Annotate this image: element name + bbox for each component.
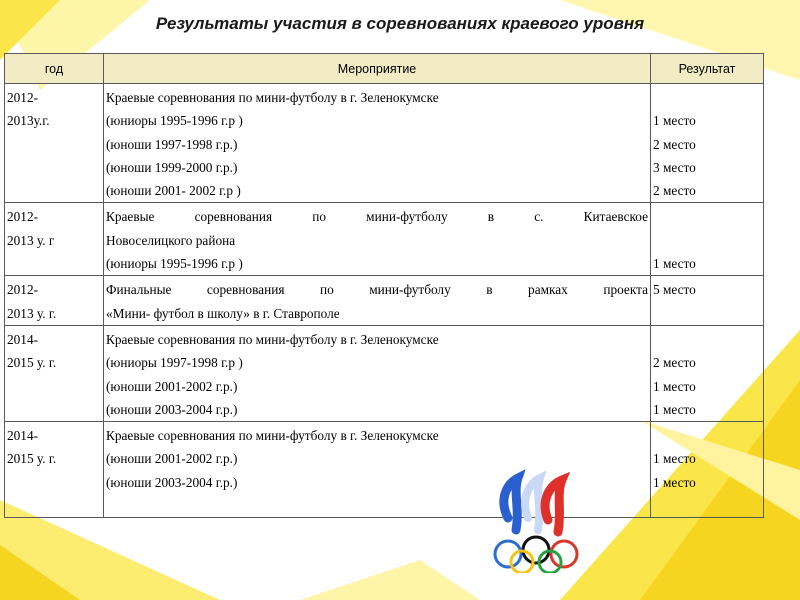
result-cell	[651, 84, 764, 203]
result-cell	[651, 203, 764, 276]
result-cell	[651, 276, 764, 326]
table-row	[5, 203, 764, 276]
results-table	[4, 53, 764, 518]
result-line: 1 место	[653, 401, 696, 417]
event-line: (юноши 2003-2004 г.р.)	[106, 474, 238, 490]
result-line: 5 место	[653, 282, 696, 298]
year-line: 2014-	[7, 428, 39, 444]
year-cell	[5, 325, 104, 421]
event-line: (юноши 2003-2004 г.р.)	[106, 401, 238, 417]
event-line: Финальные соревнования по мини-футболу в рамках проекта	[106, 282, 648, 298]
year-line: 2012-	[7, 282, 39, 298]
year-line: 2012-	[7, 209, 39, 225]
result-line	[653, 205, 761, 228]
event-line: (юниоры 1995-1996 г.р )	[106, 113, 243, 129]
year-line: 2012-	[7, 90, 39, 105]
event-line: (юниоры 1997-1998 г.р )	[106, 355, 243, 371]
result-line: 1 место	[653, 256, 696, 272]
event-line: Краевые соревнования по мини-футболу в с. Китаевское	[106, 209, 648, 225]
event-line: (юноши 1999-2000 г.р.)	[106, 159, 238, 175]
result-line: 1 место	[653, 451, 696, 467]
result-line: 2 место	[653, 355, 696, 371]
event-line: (юноши 1997-1998 г.р.)	[106, 136, 238, 152]
table-row	[5, 422, 764, 518]
result-line	[653, 424, 761, 447]
year-cell	[5, 84, 104, 203]
result-line: 1 место	[653, 113, 696, 129]
result-line	[653, 229, 761, 252]
year-cell	[5, 276, 104, 326]
event-cell	[104, 325, 651, 421]
result-line: 2 место	[653, 183, 696, 199]
result-line: 2 место	[653, 136, 696, 152]
event-cell	[104, 203, 651, 276]
header-event: Мероприятие	[104, 54, 651, 84]
event-line: (юноши 2001-2002 г.р.)	[106, 451, 238, 467]
event-line: Краевые соревнования по мини-футболу в г. Зеленокумске	[106, 428, 439, 444]
table-row	[5, 84, 764, 203]
header-year: год	[5, 54, 104, 84]
event-line: (юноши 2001- 2002 г.р )	[106, 183, 241, 199]
result-line: 1 место	[653, 378, 696, 394]
header-row	[5, 54, 764, 84]
event-line: (юниоры 1995-1996 г.р )	[106, 256, 243, 272]
year-line: 2014-	[7, 331, 39, 347]
event-cell	[104, 84, 651, 203]
event-line: Краевые соревнования по мини-футболу в г. Зеленокумске	[106, 331, 439, 347]
year-cell	[5, 422, 104, 518]
result-line	[653, 86, 761, 109]
event-line: «Мини- футбол в школу» в г. Ставрополе	[106, 305, 340, 321]
event-line: (юноши 2001-2002 г.р.)	[106, 378, 238, 394]
table-row	[5, 325, 764, 421]
result-cell	[651, 422, 764, 518]
year-line: 2015 у. г.	[7, 451, 57, 467]
result-line	[653, 328, 761, 351]
page-title: Результаты участия в соревнованиях краевого уровня	[155, 14, 645, 33]
year-line: 2013 у. г	[7, 232, 55, 248]
sports-logo	[478, 468, 628, 573]
result-line: 1 место	[653, 474, 696, 490]
event-line: Новоселицкого района	[106, 232, 236, 248]
header-result: Результат	[651, 54, 764, 84]
result-cell	[651, 325, 764, 421]
table-row	[5, 276, 764, 326]
event-line: Краевые соревнования по мини-футболу в г. Зеленокумске	[106, 90, 439, 105]
year-line: 2013у.г.	[7, 113, 50, 129]
year-line: 2015 у. г.	[7, 355, 57, 371]
year-cell	[5, 203, 104, 276]
event-cell	[104, 276, 651, 326]
result-line: 3 место	[653, 159, 696, 175]
year-line: 2013 у. г.	[7, 305, 57, 321]
